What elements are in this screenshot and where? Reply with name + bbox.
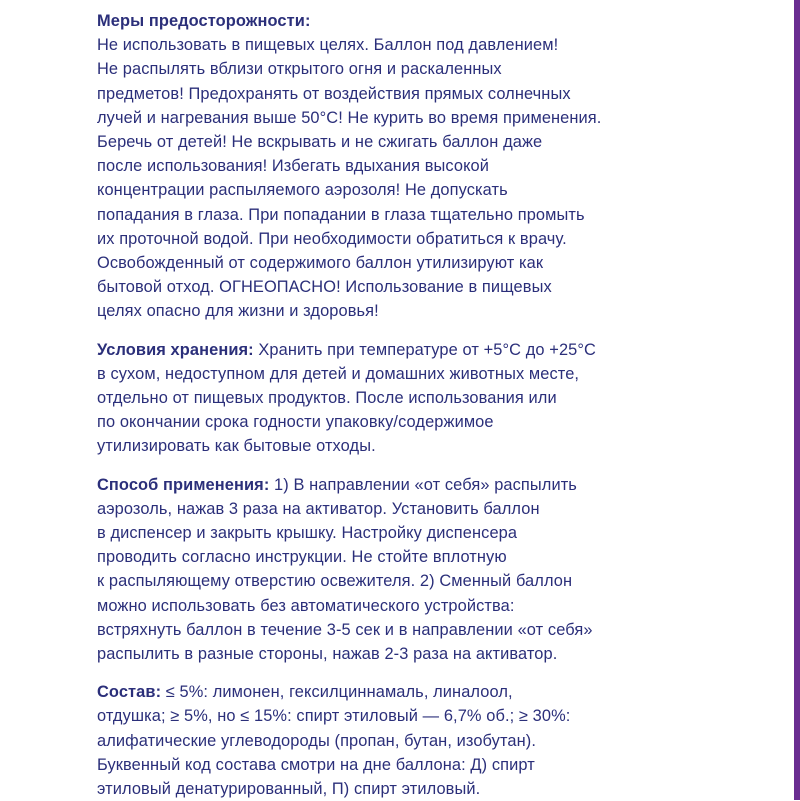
usage-line: распылить в разные стороны, нажав 2-3 раза на активатор. [97,645,558,664]
composition-heading: Состав: [97,683,162,702]
usage-heading: Способ применения: [97,475,270,494]
precautions-line: предметов! Предохранять от воздействия прямых солнечных [97,84,571,103]
precautions-line: целях опасно для жизни и здоровья! [97,302,379,321]
composition-line: этиловый денатурированный, П) спирт этиловый. [97,780,481,799]
storage-line: отдельно от пищевых продуктов. После использования или [97,389,557,408]
usage-line: можно использовать без автоматического устройства: [97,596,515,615]
storage-first-line-text: Хранить при температуре от +5°С до +25°С [253,340,596,359]
composition-line: Буквенный код состава смотри на дне баллона: Д) спирт [97,755,535,774]
precautions-line: их проточной водой. При необходимости обратиться к врачу. [97,229,567,248]
precautions-line: Беречь от детей! Не вскрывать и не сжигать баллон даже [97,133,543,152]
usage-line: к распыляющему отверстию освежителя. 2) Сменный баллон [97,572,573,591]
storage-line: по окончании срока годности упаковку/содержимое [97,413,494,432]
usage-line: встряхнуть баллон в течение 3-5 сек и в направлении «от себя» [97,620,593,639]
composition-first-line [97,680,697,704]
usage-line: аэрозоль, нажав 3 раза на активатор. Установить баллон [97,499,540,518]
precautions-section [97,9,697,324]
storage-line: в сухом, недоступном для детей и домашних животных месте, [97,364,580,383]
usage-line: в диспенсер и закрыть крышку. Настройку диспенсера [97,524,518,543]
precautions-line: Освобожденный от содержимого баллон утилизируют как [97,254,544,273]
precautions-line: попадания в глаза. При попадании в глаза тщательно промыть [97,205,585,224]
storage-section [97,338,697,459]
precautions-line: концентрации распыляемого аэрозоля! Не допускать [97,181,508,200]
usage-first-line [97,473,697,497]
storage-heading: Условия хранения: [97,340,254,359]
composition-first-line-text: ≤ 5%: лимонен, гексилциннамаль, линалоол, [161,683,513,702]
precautions-line: Не распылять вблизи открытого огня и раскаленных [97,60,502,79]
purple-edge-bar [794,0,800,800]
composition-section [97,680,697,801]
precautions-heading: Меры предосторожности: [97,12,311,30]
composition-line: отдушка; ≥ 5%, но ≤ 15%: спирт этиловый — 6,7% об.; ≥ 30%: [97,707,571,726]
precautions-line: Не использовать в пищевых целях. Баллон под давлением! [97,36,559,55]
label-text-block [97,9,697,801]
storage-first-line [97,338,697,362]
usage-section [97,473,697,667]
storage-line: утилизировать как бытовые отходы. [97,437,376,456]
usage-line: проводить согласно инструкции. Не стойте вплотную [97,548,507,567]
composition-line: алифатические углеводороды (пропан, бутан, изобутан). [97,731,536,750]
precautions-line: лучей и нагревания выше 50°С! Не курить во время применения. [97,108,602,127]
precautions-line: бытовой отход. ОГНЕОПАСНО! Использование в пищевых [97,278,552,297]
precautions-line: после использования! Избегать вдыхания высокой [97,157,490,176]
usage-first-line-text: 1) В направлении «от себя» распылить [269,475,577,494]
